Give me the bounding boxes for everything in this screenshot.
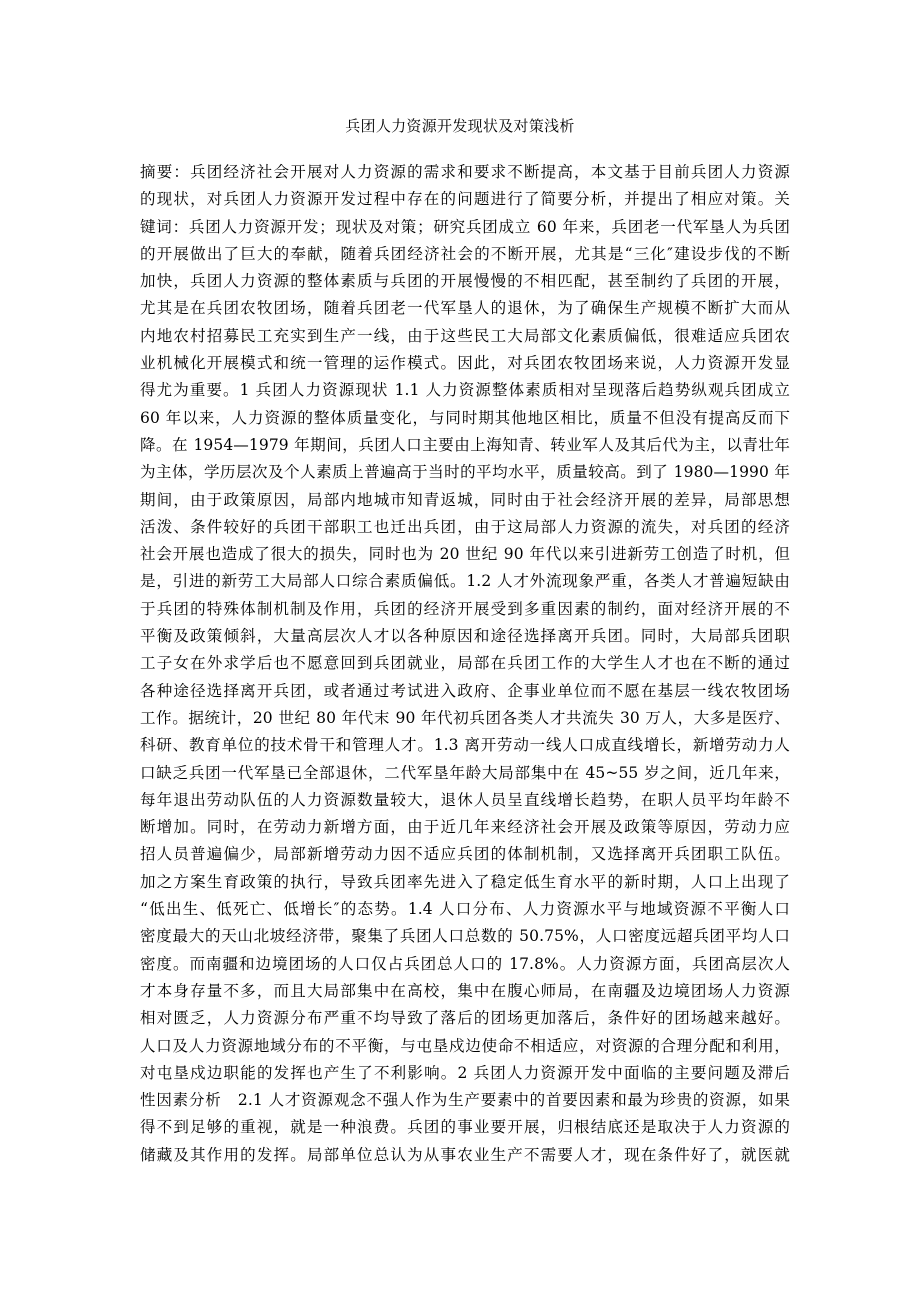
body-line: 断增加。同时，在劳动力新增方面，由于近几年来经济社会开展及政策等原因，劳动力应 (140, 818, 790, 837)
body-line: 是，引进的新劳工大局部人口综合素质偏低。1.2 人才外流现象严重，各类人才普遍短缺由 (140, 572, 790, 591)
body-line: 相对匮乏，人力资源分布严重不均导致了落后的团场更加落后，条件好的团场越来越好。 (140, 1009, 790, 1028)
body-line: 密度最大的天山北坡经济带，聚集了兵团人口总数的 50.75%，人口密度远超兵团平均人口 (140, 927, 790, 946)
body-line: 加快，兵团人力资源的整体素质与兵团的开展慢慢的不相匹配，甚至制约了兵团的开展， (140, 272, 790, 291)
body-line: 于兵团的特殊体制机制及作用，兵团的经济开展受到多重因素的制约，面对经济开展的不 (140, 599, 790, 618)
body-line: 工作。据统计，20 世纪 80 年代末 90 年代初兵团各类人才共流失 30 万人，大多是医疗、 (140, 708, 790, 727)
body-line: 加之方案生育政策的执行，导致兵团率先进入了稳定低生育水平的新时期，人口上出现了 (140, 872, 790, 891)
body-line: 性因素分析 2.1 人才资源观念不强人作为生产要素中的首要因素和最为珍贵的资源，如果 (140, 1091, 790, 1110)
body-line: 平衡及政策倾斜，大量高层次人才以各种原因和途径选择离开兵团。同时，大局部兵团职 (140, 627, 790, 646)
body-line: 业机械化开展模式和统一管理的运作模式。因此，对兵团农牧团场来说，人力资源开发显 (140, 354, 790, 373)
body-line: 得尤为重要。1 兵团人力资源现状 1.1 人力资源整体素质相对呈现落后趋势纵观兵团成立 (140, 381, 790, 400)
body-line: 得不到足够的重视，就是一种浪费。兵团的事业要开展，归根结底还是取决于人力资源的 (140, 1118, 790, 1137)
body-line: 才本身存量不多，而且大局部集中在高校，集中在腹心师局，在南疆及边境团场人力资源 (140, 981, 790, 1000)
body-line: 每年退出劳动队伍的人力资源数量较大，退休人员呈直线增长趋势，在职人员平均年龄不 (140, 790, 790, 809)
body-line: 降。在 1954—1979 年期间，兵团人口主要由上海知青、转业军人及其后代为主，以青壮年 (140, 435, 790, 454)
body-line: 键词：兵团人力资源开发；现状及对策；研究兵团成立 60 年来，兵团老一代军垦人为兵团 (140, 217, 790, 236)
document-body (140, 159, 790, 1169)
body-line: 储藏及其作用的发挥。局部单位总认为从事农业生产不需要人才，现在条件好了，就医就 (140, 1145, 790, 1164)
body-line: 科研、教育单位的技术骨干和管理人才。1.3 离开劳动一线人口成直线增长，新增劳动力人 (140, 736, 790, 755)
body-line: 招人员普遍偏少，局部新增劳动力因不适应兵团的体制机制，又选择离开兵团职工队伍。 (140, 845, 790, 864)
body-line: 的开展做出了巨大的奉献，随着兵团经济社会的不断开展，尤其是“三化″建设步伐的不断 (140, 244, 790, 263)
body-line: 期间，由于政策原因，局部内地城市知青返城，同时由于社会经济开展的差异，局部思想 (140, 490, 790, 509)
body-line: 60 年以来，人力资源的整体质量变化，与同时期其他地区相比，质量不但没有提高反而下 (140, 408, 790, 427)
body-line: 工子女在外求学后也不愿意回到兵团就业，局部在兵团工作的大学生人才也在不断的通过 (140, 654, 790, 673)
body-line: “低出生、低死亡、低增长″的态势。1.4 人口分布、人力资源水平与地域资源不平衡人口 (140, 900, 790, 919)
body-line: 密度。而南疆和边境团场的人口仅占兵团总人口的 17.8%。人力资源方面，兵团高层次人 (140, 954, 790, 973)
document-title: 兵团人力资源开发现状及对策浅析 (345, 117, 575, 135)
body-line: 内地农村招募民工充实到生产一线，由于这些民工大局部文化素质偏低，很难适应兵团农 (140, 326, 790, 345)
body-line: 的现状，对兵团人力资源开发过程中存在的问题进行了简要分析，并提出了相应对策。关 (140, 190, 790, 209)
body-line: 为主体，学历层次及个人素质上普遍高于当时的平均水平，质量较高。到了 1980—1990 年 (140, 463, 790, 482)
body-line: 人口及人力资源地域分布的不平衡，与屯垦戍边使命不相适应，对资源的合理分配和利用， (140, 1036, 790, 1055)
body-line: 各种途径选择离开兵团，或者通过考试进入政府、企事业单位而不愿在基层一线农牧团场 (140, 681, 790, 700)
body-line: 活泼、条件较好的兵团干部职工也迁出兵团，由于这局部人力资源的流失，对兵团的经济 (140, 517, 790, 536)
body-line: 社会开展也造成了很大的损失，同时也为 20 世纪 90 年代以来引进新劳工创造了时机，但 (140, 545, 790, 564)
body-line: 摘要：兵团经济社会开展对人力资源的需求和要求不断提高，本文基于目前兵团人力资源 (140, 163, 790, 181)
body-line: 口缺乏兵团一代军垦已全部退休，二代军垦年龄大局部集中在 45~55 岁之间，近几年来， (140, 763, 790, 782)
body-line: 尤其是在兵团农牧团场，随着兵团老一代军垦人的退休，为了确保生产规模不断扩大而从 (140, 299, 790, 318)
body-line: 对屯垦戍边职能的发挥也产生了不利影响。2 兵团人力资源开发中面临的主要问题及滞后 (140, 1063, 790, 1082)
